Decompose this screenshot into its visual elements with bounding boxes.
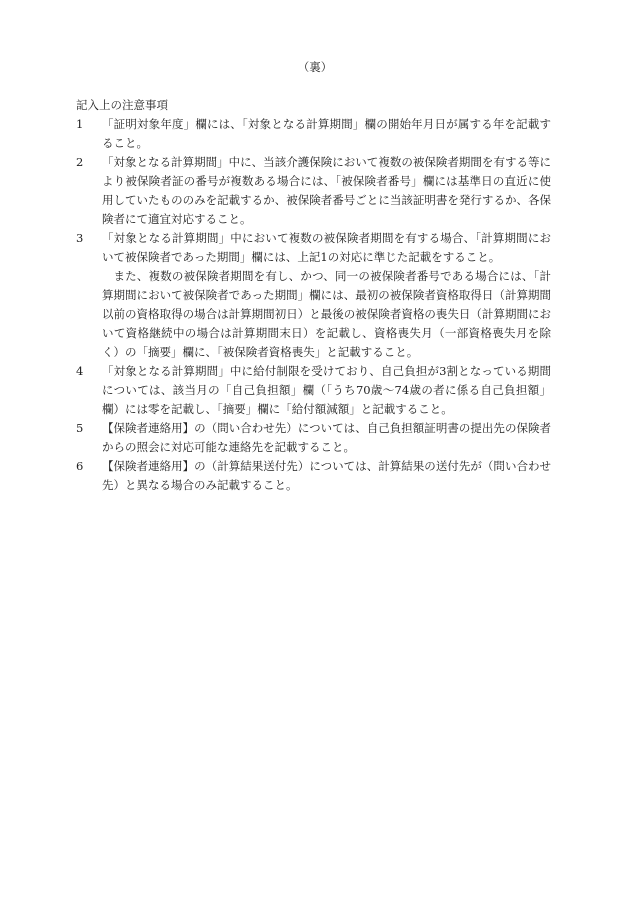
note-text: 【保険者連絡用】の（問い合わせ先）については、自己負担額証明書の提出先の保険者からの照会に対応可能な連絡先を記載すること。 <box>102 421 551 454</box>
note-text: 「証明対象年度」欄には、「対象となる計算期間」欄の開始年月日が属する年を記載すること。 <box>102 117 551 150</box>
note-item-6 <box>76 457 551 495</box>
note-number: 3 <box>76 231 84 245</box>
note-item-5 <box>76 419 551 457</box>
note-number: 4 <box>76 364 84 378</box>
notes-heading: 記入上の注意事項 <box>76 98 168 112</box>
note-text: 【保険者連絡用】の（計算結果送付先）については、計算結果の送付先が（問い合わせ先）と異なる場合のみ記載すること。 <box>102 459 551 492</box>
note-3-supplement: また、複数の被保険者期間を有し、かつ、同一の被保険者番号である場合には、「計算期間において被保険者であった期間」欄には、最初の被保険者資格取得日（計算期間以前の資格取得の場合は計算期間初日）と最後の被保険者資格の喪失日（計算期間において資格継続中の場合は計算期間末日）を記載し、資格喪失月（一部資格喪失月を除く）の「摘要」欄に、「被保険者資格喪失」と記載すること。 <box>102 269 551 359</box>
note-item-2 <box>76 153 551 229</box>
note-item-1 <box>76 115 551 153</box>
note-text: 「対象となる計算期間」中に、当該介護保険において複数の被保険者期間を有する等により被保険者証の番号が複数ある場合には、「被保険者番号」欄には基準日の直近に使用していたもののみを記載するか、被保険者番号ごとに当該証明書を発行するか、各保険者にて適宜対応すること。 <box>102 155 551 226</box>
note-text: 「対象となる計算期間」中において複数の被保険者期間を有する場合、「計算期間において被保険者であった期間」欄には、上記1の対応に準じた記載をすること。 <box>102 231 551 264</box>
note-number: 2 <box>76 155 84 169</box>
notes-section <box>76 96 551 495</box>
note-item-4 <box>76 362 551 419</box>
page-side-label: （裏） <box>297 60 333 74</box>
note-number: 5 <box>76 421 84 435</box>
note-number: 1 <box>76 117 84 131</box>
note-text: 「対象となる計算期間」中に給付制限を受けており、自己負担が3割となっている期間については、該当月の「自己負担額」欄（「うち70歳～74歳の者に係る自己負担額」欄）には零を記載し、「摘要」欄に「給付額減額」と記載すること。 <box>102 364 551 416</box>
note-number: 6 <box>76 459 84 473</box>
note-item-3 <box>76 229 551 267</box>
